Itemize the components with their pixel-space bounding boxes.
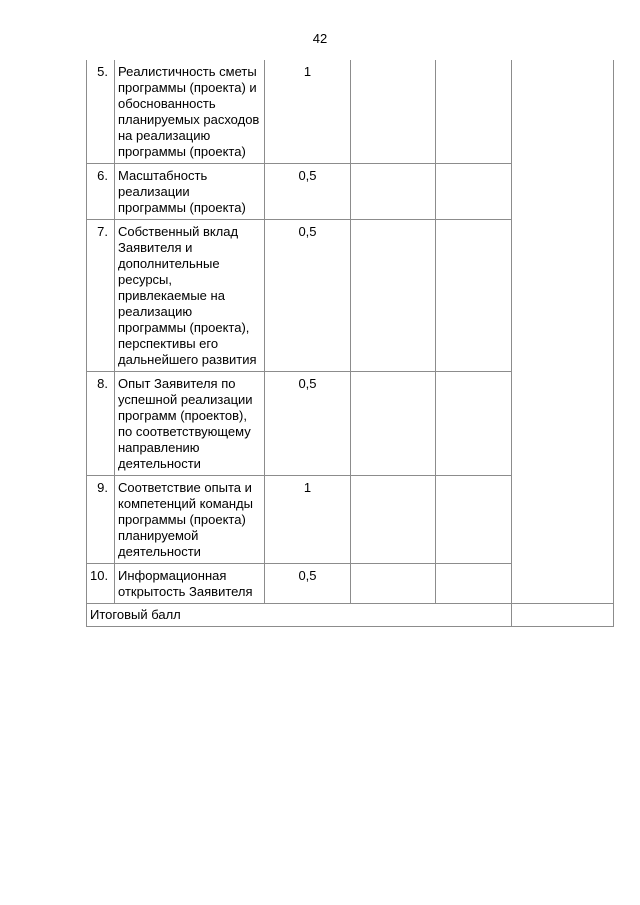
score-cell xyxy=(351,164,436,220)
criterion-text: Информационная открытость Заявителя xyxy=(115,564,265,604)
criterion-text: Реалистичность сметы программы (проекта) и обоснованность планируемых расходов на реализацию программы (проекта) xyxy=(115,60,265,164)
criterion-text: Масштабность реализации программы (проекта) xyxy=(115,164,265,220)
criterion-text: Соответствие опыта и компетенций команды программы (проекта) планируемой деятельности xyxy=(115,476,265,564)
row-number: 10. xyxy=(87,564,115,604)
row-number: 6. xyxy=(87,164,115,220)
weight-value: 0,5 xyxy=(265,564,351,604)
row-number: 7. xyxy=(87,220,115,372)
weight-value: 0,5 xyxy=(265,164,351,220)
score-cell xyxy=(351,476,436,564)
evaluation-criteria-table xyxy=(86,60,614,627)
total-row xyxy=(87,604,614,627)
score-cell xyxy=(436,476,512,564)
total-value-cell xyxy=(512,604,614,627)
criterion-text: Собственный вклад Заявителя и дополнительные ресурсы, привлекаемые на реализацию программы (проекта), перспективы его дальнейшего развития xyxy=(115,220,265,372)
table-row xyxy=(87,60,614,164)
total-column-cell xyxy=(512,60,614,604)
weight-value: 1 xyxy=(265,60,351,164)
total-label: Итоговый балл xyxy=(87,604,512,627)
score-cell xyxy=(436,372,512,476)
row-number: 9. xyxy=(87,476,115,564)
score-cell xyxy=(351,372,436,476)
criterion-text: Опыт Заявителя по успешной реализации программ (проектов), по соответствующему направлению деятельности xyxy=(115,372,265,476)
page-number: 42 xyxy=(312,31,328,46)
score-cell xyxy=(436,564,512,604)
weight-value: 0,5 xyxy=(265,220,351,372)
score-cell xyxy=(436,164,512,220)
score-cell xyxy=(436,220,512,372)
score-cell xyxy=(351,564,436,604)
weight-value: 0,5 xyxy=(265,372,351,476)
score-cell xyxy=(351,220,436,372)
score-cell xyxy=(436,60,512,164)
row-number: 8. xyxy=(87,372,115,476)
weight-value: 1 xyxy=(265,476,351,564)
row-number: 5. xyxy=(87,60,115,164)
score-cell xyxy=(351,60,436,164)
